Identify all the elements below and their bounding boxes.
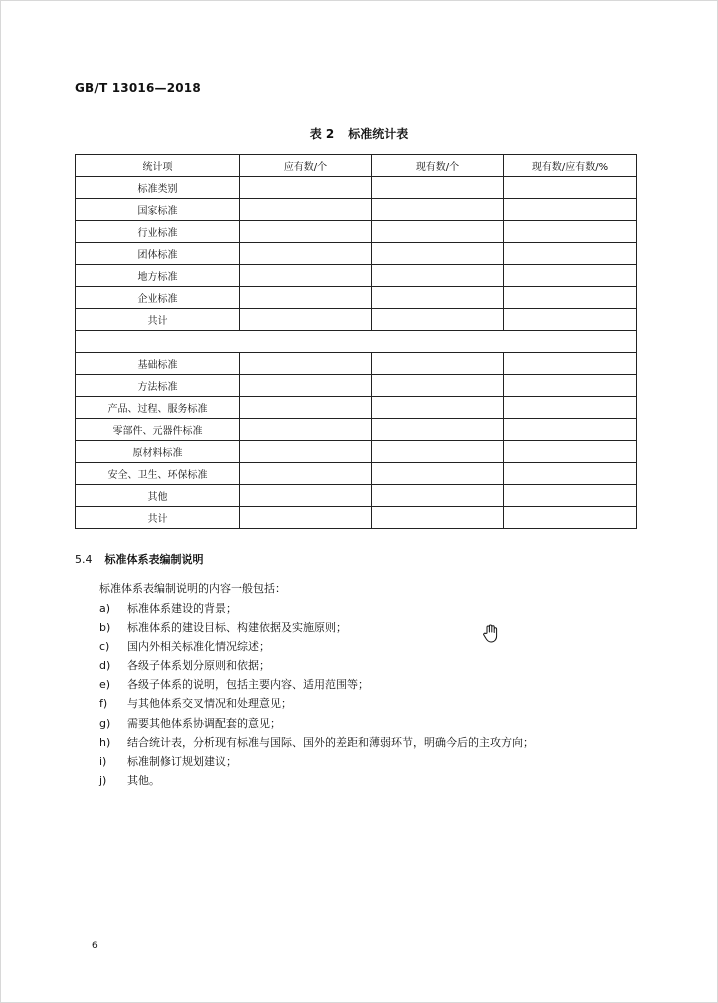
table-row — [76, 265, 637, 287]
list-item — [99, 733, 534, 752]
cell — [504, 287, 637, 309]
cell — [504, 309, 637, 331]
row-label: 共计 — [76, 309, 240, 331]
list-marker: b) — [99, 621, 111, 635]
cell — [240, 199, 372, 221]
table-row — [76, 199, 637, 221]
cell — [372, 221, 504, 243]
column-header: 现有数/应有数/% — [504, 155, 637, 177]
table-header-row — [76, 155, 637, 177]
list-text: 需要其他体系协调配套的意见； — [127, 716, 281, 730]
row-label: 共计 — [76, 507, 240, 529]
list-text: 标准制修订规划建议； — [127, 754, 237, 768]
list-marker: h) — [99, 735, 111, 749]
row-label: 基础标准 — [76, 353, 240, 375]
cell — [240, 507, 372, 529]
column-header: 统计项 — [76, 155, 240, 177]
table-row — [76, 221, 637, 243]
table-row — [76, 287, 637, 309]
list-item — [99, 656, 534, 675]
list-marker: e) — [99, 678, 111, 692]
hand-cursor-icon — [482, 624, 500, 644]
table-caption-title: 标准统计表 — [348, 127, 409, 141]
list-text: 标准体系的建设目标、构建依据及实施原则； — [127, 621, 347, 635]
table-row — [76, 177, 637, 199]
list-marker: d) — [99, 659, 111, 673]
cell — [504, 265, 637, 287]
cell — [372, 419, 504, 441]
list-text: 标准体系建设的背景； — [127, 602, 237, 615]
row-label: 方法标准 — [76, 375, 240, 397]
separator-row — [76, 331, 637, 353]
cell — [372, 177, 504, 199]
table-caption-number: 表 2 — [309, 127, 335, 141]
cell — [372, 265, 504, 287]
cell — [240, 375, 372, 397]
list-item — [99, 752, 534, 771]
row-label: 其他 — [76, 485, 240, 507]
blank-merged-cell — [76, 331, 637, 353]
cell — [240, 177, 372, 199]
row-label: 零部件、元器件标准 — [76, 419, 240, 441]
list-item — [99, 714, 534, 733]
cell — [504, 419, 637, 441]
cell — [372, 397, 504, 419]
row-label: 企业标准 — [76, 287, 240, 309]
cell — [372, 353, 504, 375]
cell — [240, 441, 372, 463]
cell — [240, 309, 372, 331]
cell — [504, 375, 637, 397]
document-code: GB/T 13016—2018 — [75, 81, 201, 95]
standards-statistics-table — [75, 154, 637, 529]
cell — [372, 375, 504, 397]
cell — [372, 485, 504, 507]
cell — [240, 485, 372, 507]
list-item — [99, 599, 534, 618]
cell — [240, 265, 372, 287]
column-header: 应有数/个 — [240, 155, 372, 177]
row-label: 国家标准 — [76, 199, 240, 221]
section-heading — [75, 551, 204, 567]
page-number: 6 — [92, 941, 98, 951]
list-item — [99, 675, 534, 694]
cell — [504, 177, 637, 199]
cell — [372, 507, 504, 529]
table-row — [76, 419, 637, 441]
cell — [240, 243, 372, 265]
column-header: 现有数/个 — [372, 155, 504, 177]
table-row — [76, 243, 637, 265]
row-label: 团体标准 — [76, 243, 240, 265]
table-row — [76, 463, 637, 485]
list-text: 其他。 — [127, 773, 160, 787]
cell — [372, 441, 504, 463]
table-row — [76, 397, 637, 419]
cell — [372, 309, 504, 331]
section-number: 5.4 — [75, 553, 93, 566]
cell — [240, 463, 372, 485]
row-label: 安全、卫生、环保标准 — [76, 463, 240, 485]
cell — [504, 397, 637, 419]
row-label: 行业标准 — [76, 221, 240, 243]
list-item — [99, 771, 534, 790]
list-text: 各级子体系的说明，包括主要内容、适用范围等； — [127, 678, 369, 692]
list-item — [99, 618, 534, 637]
cell — [240, 221, 372, 243]
cell — [372, 287, 504, 309]
list-marker: i) — [99, 754, 107, 768]
cell — [504, 463, 637, 485]
cell — [504, 441, 637, 463]
list-marker: a) — [99, 602, 111, 615]
table-row — [76, 375, 637, 397]
list-text: 各级子体系划分原则和依据； — [127, 659, 270, 673]
cell — [504, 507, 637, 529]
cell — [372, 463, 504, 485]
list-text: 结合统计表，分析现有标准与国际、国外的差距和薄弱环节，明确今后的主攻方向； — [127, 735, 534, 749]
list-text: 国内外相关标准化情况综述； — [127, 640, 270, 654]
row-label: 原材料标准 — [76, 441, 240, 463]
cell — [240, 419, 372, 441]
cell — [504, 243, 637, 265]
row-label: 地方标准 — [76, 265, 240, 287]
table-row — [76, 309, 637, 331]
section-title: 标准体系表编制说明 — [104, 553, 204, 566]
cell — [504, 199, 637, 221]
table-row — [76, 353, 637, 375]
row-label: 产品、过程、服务标准 — [76, 397, 240, 419]
cell — [240, 353, 372, 375]
list-marker: g) — [99, 716, 111, 730]
list-item — [99, 694, 534, 713]
cell — [240, 287, 372, 309]
table-caption — [1, 125, 717, 142]
list-item — [99, 637, 534, 656]
cell — [372, 243, 504, 265]
cell — [372, 199, 504, 221]
list-marker: j) — [99, 773, 107, 787]
contents-list — [99, 599, 534, 790]
list-marker: f) — [99, 697, 108, 711]
table-row — [76, 485, 637, 507]
cell — [504, 485, 637, 507]
cell — [504, 221, 637, 243]
list-marker: c) — [99, 640, 110, 654]
cell — [240, 397, 372, 419]
table-row — [76, 507, 637, 529]
cell — [504, 353, 637, 375]
table-row — [76, 441, 637, 463]
list-text: 与其他体系交叉情况和处理意见； — [127, 697, 292, 711]
section-intro: 标准体系表编制说明的内容一般包括： — [99, 582, 286, 595]
row-label: 标准类别 — [76, 177, 240, 199]
